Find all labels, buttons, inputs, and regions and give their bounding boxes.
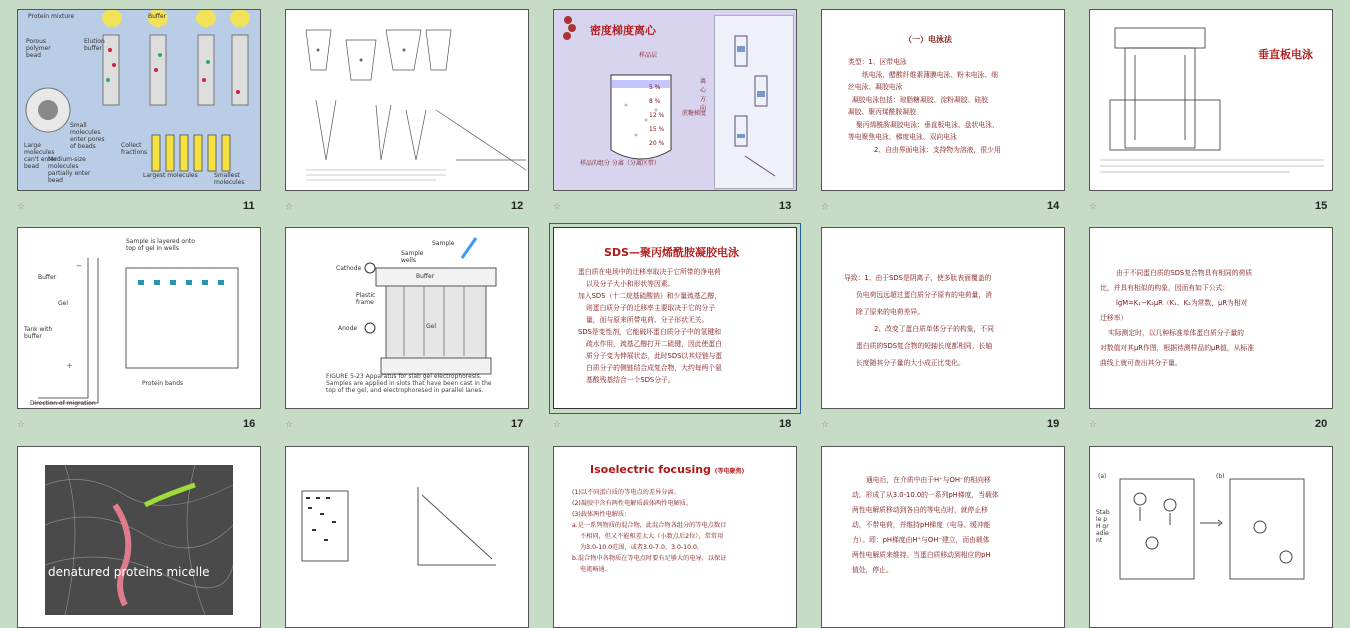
slide-number: 14: [1047, 200, 1060, 212]
text-line: 类型：1、区带电泳: [848, 58, 907, 66]
slide-thumbnail[interactable]: [821, 446, 1065, 628]
text-line: 迁移率）: [1100, 314, 1128, 322]
slide-body: [578, 266, 792, 386]
slide-25[interactable]: [1072, 437, 1340, 574]
label: 15 %: [649, 126, 665, 133]
star-icon[interactable]: ☆: [821, 420, 830, 430]
label: (a): [1098, 473, 1107, 480]
text-line: 疏水作用，巯基乙醇打开二硫键，因此使蛋白: [586, 340, 722, 348]
text-line: 蛋白质的SDS复合物的短轴长度都相同，长轴: [856, 342, 993, 350]
text-line: 质分子变为伸展状态，此时SDS以其烃链与蛋: [586, 352, 723, 360]
text-line: (3)载体两性电解质：: [572, 511, 631, 518]
slide-body: [1100, 266, 1328, 371]
star-icon[interactable]: ☆: [553, 420, 562, 430]
slide-body: [848, 56, 1058, 156]
label: Smallest molecules: [214, 172, 245, 186]
label: Direction of migration: [30, 400, 96, 407]
text-line: 为3.0-10.0范围，或者3.0-7.0、3.0-10.0。: [580, 544, 704, 551]
text-line: b.混合物中各物质在等电点时要有足够大的电导，以保证: [572, 555, 727, 562]
text-line: 两性电解质移动到各自的等电点时，就停止移: [852, 506, 988, 514]
text-line: 纸电泳、醋酸纤维素薄膜电泳、粉末电泳、细: [862, 70, 998, 79]
label: Collect fractions: [121, 142, 148, 156]
slide-title: SDS—聚丙烯酰胺凝胶电泳: [604, 246, 739, 259]
text-line: 值处，停止。: [852, 566, 893, 574]
gel-electrophoresis-diagram: [18, 228, 261, 409]
text-line: 通电后，在介质中由于H⁺与OH⁻的相向移: [866, 476, 991, 484]
text-line: (2)凝胶中含有两性电解质载体两性电解质。: [572, 500, 693, 507]
slide-15[interactable]: [1072, 0, 1340, 220]
text-line: 动，形成了从3.0-10.0的一系列pH梯度，当载体: [852, 491, 999, 499]
text-line: 等电聚焦电泳、梯度电泳、双向电泳: [848, 133, 957, 141]
slide-thumbnail[interactable]: [553, 227, 797, 409]
slide-title-en: Isoelectric focusing: [590, 463, 711, 476]
star-icon[interactable]: ☆: [17, 202, 26, 212]
label: Plastic frame: [356, 292, 376, 306]
text-line: 两性电解质来维持。当蛋白质移动到相应的pH: [852, 551, 991, 559]
slide-thumbnail[interactable]: [821, 227, 1065, 409]
slide-body: [844, 270, 1058, 372]
text-line: 则蛋白质分子的迁移率主要取决于它的分子: [586, 304, 716, 312]
text-line: 由于不同蛋白质的SDS复合物具有相同的荷质: [1116, 269, 1253, 277]
text-line: 量，而与原来所带电荷、分子形状无关。: [586, 316, 709, 324]
slide-23[interactable]: [536, 437, 804, 574]
text-line: 聚丙烯酰胺凝胶电泳：垂直板电泳、盘状电泳、: [856, 120, 999, 129]
slide-title: [590, 463, 744, 476]
slide-number: 19: [1047, 418, 1060, 430]
label: Anode: [338, 325, 358, 332]
label: Sample: [432, 240, 455, 247]
slide-title: （一）电泳法: [904, 35, 952, 44]
label: Medium-size molecules partially enter bead: [48, 156, 91, 184]
star-icon[interactable]: ☆: [17, 420, 26, 430]
label: Protein mixture: [28, 13, 75, 20]
slide-title-zh: (等电聚焦): [714, 468, 745, 475]
label: Stable pH gradient: [1096, 509, 1110, 544]
slide-title: 密度梯度离心: [590, 24, 656, 37]
slide-number: 16: [243, 418, 256, 430]
text-line: 凝胶、聚丙烯酰胺凝胶: [848, 108, 916, 116]
star-icon[interactable]: ☆: [1089, 420, 1098, 430]
slide-12[interactable]: [268, 0, 536, 220]
text-line: 比，并具有相似的构象，因而有如下公式：: [1100, 284, 1230, 292]
slide-thumbnail[interactable]: [17, 446, 261, 628]
slide-number: 12: [511, 200, 524, 212]
slide-thumbnail[interactable]: [17, 227, 261, 409]
text-line: 实际测定时，以几种标准单体蛋白质分子量的: [1108, 329, 1244, 337]
slide-thumbnail[interactable]: [553, 446, 797, 628]
slide-thumbnail[interactable]: [1089, 9, 1333, 191]
slide-thumbnail[interactable]: [1089, 227, 1333, 409]
text-line: a.是一系列物质的混合物，此混合物各组分的等电点数目: [572, 522, 727, 529]
isoelectric-focusing-diagram: [1090, 447, 1333, 628]
label: 12 %: [649, 112, 665, 119]
label: Elution buffer: [84, 38, 105, 52]
label: Large molecules can't enter bead: [24, 142, 57, 170]
label: Tank with buffer: [24, 326, 53, 340]
figure-panel: [714, 15, 794, 189]
label: Gel: [58, 300, 69, 307]
text-line: 凝胶电泳包括：琼脂糖凝胶、淀粉凝胶、硅胶: [852, 95, 988, 104]
text-line: lgM=K₁−K₂μR（K₁、K₂为常数，μR为相对: [1116, 299, 1248, 307]
star-icon[interactable]: ☆: [1089, 202, 1098, 212]
chromatography-diagram: [286, 10, 529, 191]
text-line: (1)以不同蛋白质的等电点的差异分离。: [572, 489, 680, 496]
star-icon[interactable]: ☆: [821, 202, 830, 212]
image-caption: denatured proteins micelle: [48, 565, 210, 579]
label: 20 %: [649, 140, 665, 147]
micelle-image: [45, 465, 261, 628]
slide-thumbnail[interactable]: [553, 9, 797, 191]
slide-number: 18: [779, 418, 792, 430]
star-icon[interactable]: ☆: [285, 420, 294, 430]
slide-24[interactable]: [804, 437, 1072, 574]
slide-number: 20: [1315, 418, 1328, 430]
label: Largest molecules: [143, 172, 198, 179]
label: Sample is layered onto top of gel in wells: [126, 238, 195, 252]
text-line: 除了原来的电荷差异。: [856, 308, 924, 316]
label: 样品层: [639, 52, 658, 59]
text-line: 曲线上就可查出其分子量。: [1100, 359, 1182, 367]
svg-text:+: +: [66, 361, 73, 370]
sds-gel-standard-curve: [286, 447, 529, 628]
slide-14[interactable]: [804, 0, 1072, 220]
label: Buffer: [148, 13, 167, 20]
text-line: 以及分子大小和形状等因素。: [586, 280, 675, 288]
label: Buffer: [416, 273, 435, 280]
text-line: 2、自由界面电泳：支持物为溶液，很少用: [874, 145, 1001, 154]
label: Gel: [426, 323, 437, 330]
slide-body: [844, 473, 1060, 578]
molecule-icon: [560, 14, 580, 44]
text-line: 不相同，但又不能相差太大（小数点后2位），常常用: [580, 533, 724, 540]
svg-text:−: −: [76, 262, 82, 270]
slide-thumbnail[interactable]: [285, 227, 529, 409]
label: 样品的组分 分离（分离区带）: [580, 160, 660, 167]
slide-18[interactable]: [536, 218, 804, 438]
text-line: 电流畅通。: [580, 566, 611, 573]
text-line: SDS是变性剂，它能破坏蛋白质分子中的氢键和: [578, 328, 722, 336]
slide-number: 17: [511, 418, 524, 430]
text-line: 力）。即：pH梯度由H⁺与OH⁻建立，而由载体: [852, 536, 990, 544]
slide-number: 13: [779, 200, 792, 212]
slide-20[interactable]: [1072, 218, 1340, 438]
label: 8 %: [649, 98, 661, 105]
text-line: 动，不带电荷，并维持pH梯度（电导、缓冲能: [852, 521, 991, 529]
text-line: 白质分子的侧链结合成复合物，大约每两个氨: [586, 364, 722, 372]
label: Cathode: [336, 265, 362, 272]
slide-thumbnail[interactable]: [285, 9, 529, 191]
label: Protein bands: [142, 380, 184, 387]
slide-16[interactable]: [0, 218, 268, 438]
slide-thumbnail[interactable]: [285, 446, 529, 628]
slide-13[interactable]: [536, 0, 804, 220]
label: Porous polymer bead: [26, 38, 51, 59]
label: Small molecules enter pores of beads: [70, 122, 105, 150]
text-line: 导致：1、由于SDS是阴离子，使多肽表面覆盖的: [844, 274, 992, 282]
text-line: 对数值对其μR作图，根据待测样品的μR值，从标准: [1100, 344, 1255, 352]
text-line: 2、改变了蛋白质单体分子的构象，不同: [874, 325, 994, 333]
text-line: 负电荷远远超过蛋白质分子原有的电荷量，消: [856, 291, 992, 299]
star-icon[interactable]: ☆: [553, 202, 562, 212]
star-icon[interactable]: ☆: [285, 202, 294, 212]
slide-11[interactable]: [0, 0, 268, 220]
slide-body: [572, 487, 792, 575]
slide-thumbnail[interactable]: [1089, 446, 1333, 628]
vertical-slab-apparatus: [1090, 10, 1333, 191]
slide-number: 15: [1315, 200, 1328, 212]
text-line: 加入SDS（十二烷基硫酸钠）和少量巯基乙醇，: [578, 292, 722, 300]
label: 离心方向: [700, 78, 707, 112]
slide-21[interactable]: [0, 437, 268, 579]
slide-19[interactable]: [804, 218, 1072, 438]
slide-22[interactable]: [268, 437, 536, 574]
text-line: 长度随其分子量的大小成正比变化。: [856, 359, 965, 367]
slide-title: 垂直板电泳: [1258, 48, 1313, 61]
slide-thumbnail[interactable]: [821, 9, 1065, 191]
text-line: 基酸残基结合一个SDS分子。: [586, 376, 675, 384]
label: Sample wells: [401, 250, 424, 264]
slide-17[interactable]: [268, 218, 536, 438]
slide-thumbnail[interactable]: [17, 9, 261, 191]
label: (b): [1216, 473, 1225, 480]
text-line: 丝电泳、凝胶电泳: [848, 83, 903, 91]
label: 蔗糖梯度: [682, 110, 707, 117]
label: Buffer: [38, 274, 57, 281]
figure-caption: FIGURE 5-23 Apparatus for slab gel electrophoresis. Samples are applied in slots that have been cast in the top of the gel, and electrophoresed in parallel lanes.: [326, 373, 492, 394]
label: 5 %: [649, 84, 661, 91]
slide-number: 11: [243, 200, 255, 212]
text-line: 蛋白质在电场中的迁移率取决于它所带的净电荷: [578, 268, 721, 276]
